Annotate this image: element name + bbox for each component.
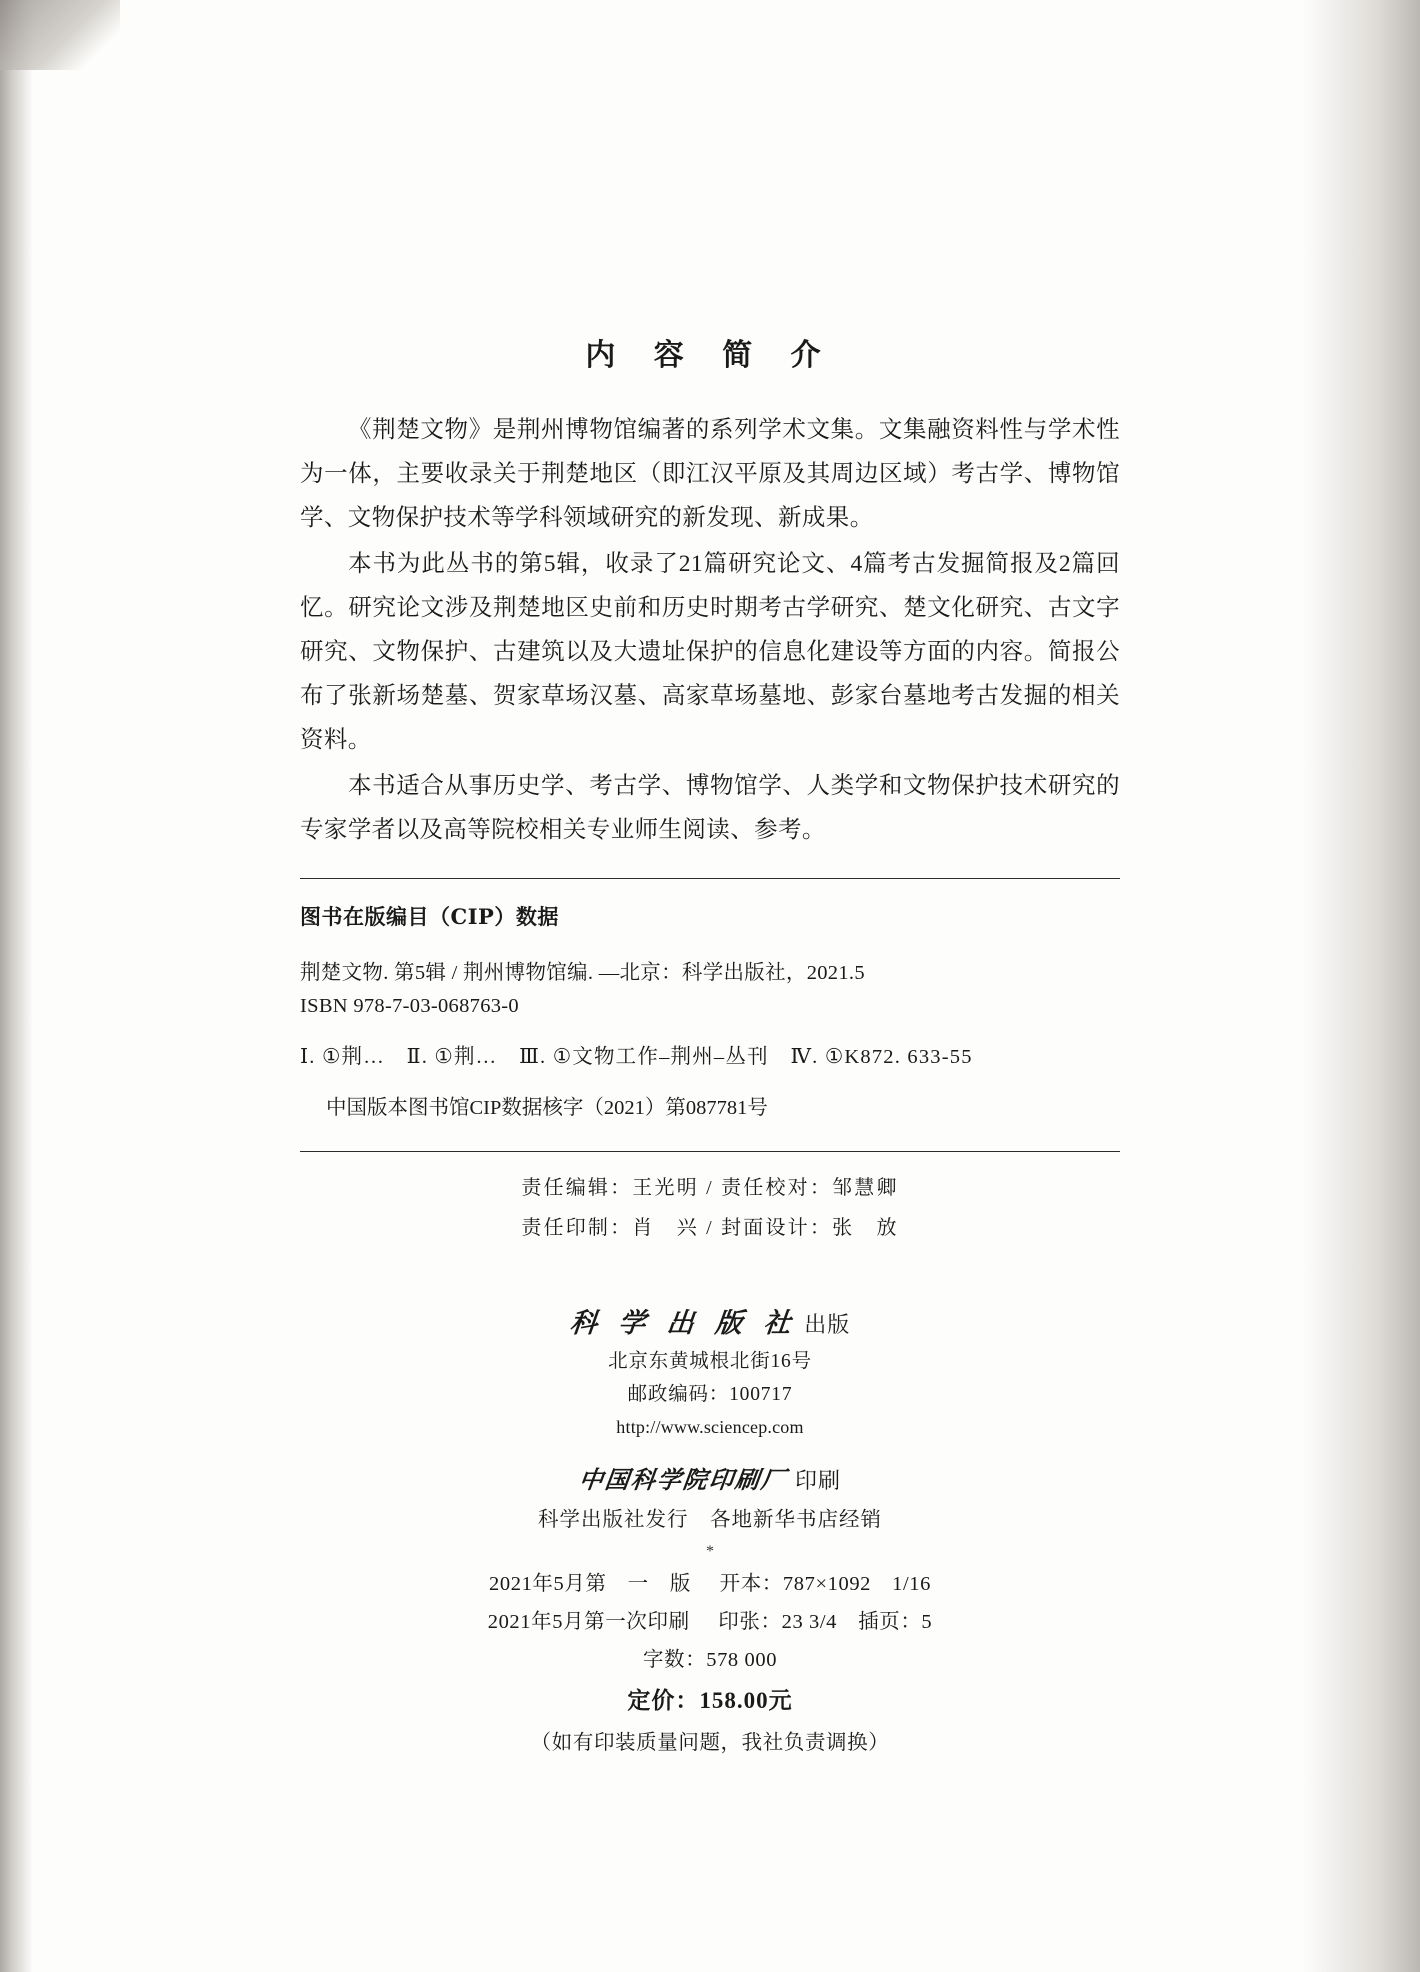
sheets-inserts: 印张：23 3/4 插页：5 (718, 1611, 933, 1633)
summary-paragraph-3: 本书适合从事历史学、考古学、博物馆学、人类学和文物保护技术研究的专家学者以及高等院校相关专业师生阅读、参考。 (300, 773, 1120, 843)
word-count: 字数：578 000 (642, 1649, 778, 1671)
printer-row (300, 1460, 1120, 1501)
edition-date: 2021年5月第 一 版 (489, 1573, 691, 1595)
credits-block (300, 1168, 1120, 1248)
cip-block (300, 901, 1120, 1125)
quality-note: （如有印装质量问题，我社负责调换） (530, 1732, 890, 1754)
publisher-block (300, 1304, 1120, 1763)
divider-bottom (300, 1151, 1120, 1152)
price: 定价：158.00元 (627, 1688, 793, 1713)
publisher-address: 北京东黄城根北街16号 (608, 1351, 812, 1372)
cip-spacer (300, 1023, 1120, 1041)
publisher-website[interactable]: http://www.sciencep.com (616, 1417, 804, 1437)
credit-editor: 责任编辑：王光明 / 责任校对：邹慧卿 (521, 1177, 899, 1199)
publisher-postcode: 邮政编码：100717 (627, 1384, 793, 1405)
summary-paragraph-2: 本书为此丛书的第5辑，收录了21篇研究论文、4篇考古发掘简报及2篇回忆。研究论文涉及荆楚地区史前和历史时期考古学研究、楚文化研究、古文字研究、文物保护、古建筑以及大遗址保护的信息化建设等方面的内容。简报公布了张新场楚墓、贺家草场汉墓、高家草场墓地、彭家台墓地考古发掘的相关资料。 (300, 551, 1120, 753)
printer-logo: 中国科学院印刷厂 (577, 1465, 789, 1494)
credit-printing: 责任印制：肖 兴 / 封面设计：张 放 (521, 1217, 899, 1239)
divider-top (300, 878, 1120, 879)
spec-row-1 (300, 1565, 1120, 1603)
cip-isbn: ISBN 978-7-03-068763-0 (300, 995, 519, 1017)
format-size: 开本：787×1092 1/16 (719, 1573, 931, 1595)
cip-title: 图书在版编目（CIP）数据 (300, 904, 559, 929)
distribution-row: 科学出版社发行 各地新华书店经销 (538, 1509, 882, 1531)
spec-row-2 (300, 1603, 1120, 1641)
publisher-name-row (300, 1304, 1120, 1345)
cip-core-number: 中国版本图书馆CIP数据核字（2021）第087781号 (326, 1097, 768, 1119)
page-corner-shadow (0, 0, 120, 70)
printer-suffix: 印刷 (794, 1468, 841, 1493)
cip-classification: Ⅰ. ①荆… Ⅱ. ①荆… Ⅲ. ①文物工作–荆州–丛刊 Ⅳ. ①K872. 633-55 (300, 1046, 973, 1068)
separator-asterisk: * (706, 1543, 714, 1560)
publisher-suffix: 出版 (804, 1312, 851, 1337)
page-title: 内 容 简 介 (585, 338, 835, 373)
print-date: 2021年5月第一次印刷 (487, 1611, 690, 1633)
page-content (300, 330, 1120, 1763)
cip-spacer-2 (300, 1074, 1120, 1092)
science-press-logo: 科 学 出 版 社 (568, 1308, 798, 1339)
summary-paragraph-1: 《荆楚文物》是荆州博物馆编著的系列学术文集。文集融资料性与学术性为一体，主要收录关于荆楚地区（即江汉平原及其周边区域）考古学、博物馆学、文物保护技术等学科领域研究的新发现、新成果。 (300, 417, 1120, 531)
cip-citation: 荆楚文物. 第5辑 / 荆州博物馆编. —北京：科学出版社，2021.5 (300, 962, 865, 984)
